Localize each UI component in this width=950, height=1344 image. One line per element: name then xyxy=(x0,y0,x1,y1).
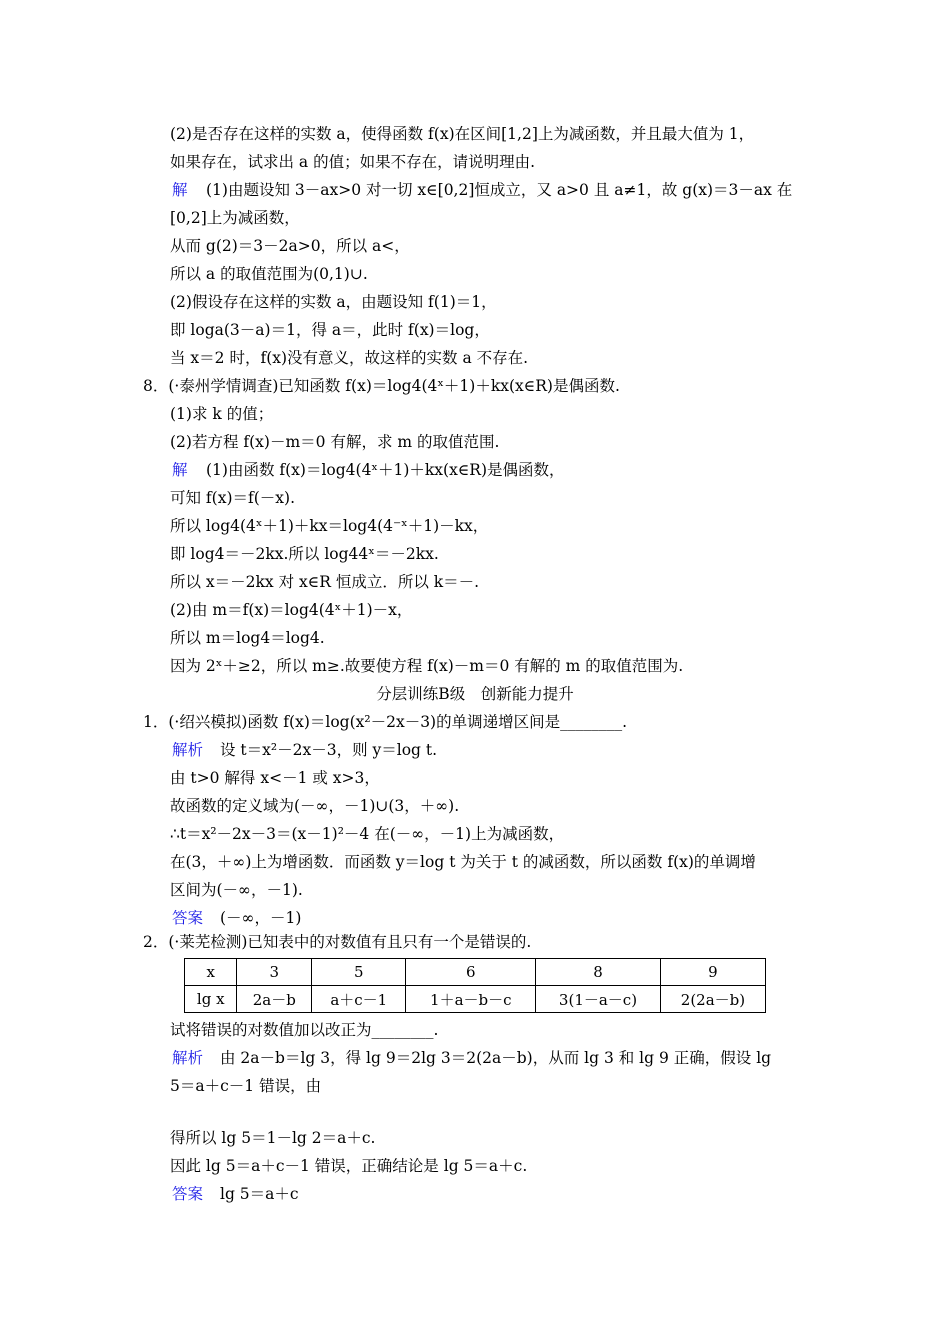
text-line: (2)由 m＝f(x)＝log4(4ˣ＋1)－x， xyxy=(170,601,413,619)
table-cell: 2a－b xyxy=(237,986,312,1013)
table-cell: lg x xyxy=(185,986,237,1013)
text-line: 即 loga(3－a)＝1，得 a＝，此时 f(x)＝log， xyxy=(170,321,490,339)
text-line: 因此 lg 5＝a＋c－1 错误，正确结论是 lg 5＝a＋c. xyxy=(170,1157,528,1175)
table-cell: 2(2a－b) xyxy=(660,986,765,1013)
text-line: 得所以 lg 5＝1－lg 2＝a＋c. xyxy=(170,1129,376,1147)
text-line: 当 x＝2 时，f(x)没有意义，故这样的实数 a 不存在. xyxy=(170,349,529,367)
text-line: 可知 f(x)＝f(－x). xyxy=(170,489,295,507)
text-line: (1)求 k 的值； xyxy=(170,405,274,423)
problem-heading: 2．(·莱芜检测)已知表中的对数值有且只有一个是错误的. xyxy=(143,933,532,951)
text-line: (2)若方程 f(x)－m＝0 有解，求 m 的取值范围. xyxy=(170,433,500,451)
answer-label: 答案 xyxy=(172,909,204,927)
table-cell: 3(1－a－c) xyxy=(536,986,661,1013)
text-line: 所以 x＝－2kx 对 x∈R 恒成立．所以 k＝－. xyxy=(170,573,480,591)
table-cell: 5 xyxy=(312,959,406,986)
text-line: 试将错误的对数值加以改正为________. xyxy=(170,1021,439,1039)
text-line: 5＝a＋c－1 错误，由 xyxy=(170,1077,322,1095)
text-line: 故函数的定义域为(－∞，－1)∪(3，＋∞). xyxy=(170,797,460,815)
table-cell: x xyxy=(185,959,237,986)
analysis-label: 解析 xyxy=(172,741,204,759)
section-title: 分层训练B级 创新能力提升 xyxy=(376,685,574,703)
text-line: (2)假设存在这样的实数 a，由题设知 f(1)＝1， xyxy=(170,293,497,311)
text-line: 从而 g(2)＝3－2a>0，所以 a<， xyxy=(170,237,410,255)
answer-label: 答案 xyxy=(172,1185,204,1203)
table-cell: a＋c－1 xyxy=(312,986,406,1013)
text-line: 如果存在，试求出 a 的值；如果不存在，请说明理由. xyxy=(170,153,536,171)
text-line: 在(3，＋∞)上为增函数．而函数 y＝log t 为关于 t 的减函数，所以函数 f(x)的单调增 xyxy=(170,853,756,871)
text-line: (2)是否存在这样的实数 a，使得函数 f(x)在区间[1,2]上为减函数，并且最大值为 1， xyxy=(170,125,755,143)
solution-label: 解 xyxy=(172,181,188,199)
table-cell: 9 xyxy=(660,959,765,986)
text-line: [0,2]上为减函数， xyxy=(170,209,300,227)
text-line: 所以 log4(4ˣ＋1)＋kx＝log4(4⁻ˣ＋1)－kx， xyxy=(170,517,489,535)
problem-heading: 1．(·绍兴模拟)函数 f(x)＝log(x²－2x－3)的单调递增区间是________. xyxy=(143,713,628,731)
text-line: 因为 2ˣ＋≥2，所以 m≥.故要使方程 f(x)－m＝0 有解的 m 的取值范围为. xyxy=(170,657,684,675)
problem-heading: 8．(·泰州学情调查)已知函数 f(x)＝log4(4ˣ＋1)＋kx(x∈R)是偶函数. xyxy=(143,377,620,395)
table-row xyxy=(185,959,766,986)
text-line: 由 2a－b＝lg 3，得 lg 9＝2lg 3＝2(2a－b)，从而 lg 3 和 lg 9 正确，假设 lg xyxy=(220,1049,772,1067)
text-line: 所以 a 的取值范围为(0,1)∪. xyxy=(170,265,368,283)
text-line: 即 log4＝－2kx.所以 log44ˣ＝－2kx. xyxy=(170,545,439,563)
text-line: (1)由题设知 3－ax>0 对一切 x∈[0,2]恒成立，又 a>0 且 a≠1，故 g(x)＝3－ax 在 xyxy=(206,181,793,199)
text-line: ∴t＝x²－2x－3＝(x－1)²－4 在(－∞，－1)上为减函数， xyxy=(170,825,565,843)
analysis-label: 解析 xyxy=(172,1049,204,1067)
table-cell: 8 xyxy=(536,959,661,986)
text-line: 区间为(－∞，－1). xyxy=(170,881,303,899)
table-row xyxy=(185,986,766,1013)
text-line: 所以 m＝log4＝log4. xyxy=(170,629,325,647)
text-line: 由 t>0 解得 x<－1 或 x>3， xyxy=(170,769,380,787)
text-line: 设 t＝x²－2x－3，则 y＝log t. xyxy=(220,741,438,759)
log-table xyxy=(184,958,766,1013)
solution-label: 解 xyxy=(172,461,188,479)
answer-text: (－∞，－1) xyxy=(220,909,302,927)
table-cell: 1＋a－b－c xyxy=(406,986,536,1013)
text-line: (1)由函数 f(x)＝log4(4ˣ＋1)＋kx(x∈R)是偶函数， xyxy=(206,461,565,479)
answer-text: lg 5＝a＋c xyxy=(220,1185,299,1203)
table-cell: 6 xyxy=(406,959,536,986)
table-cell: 3 xyxy=(237,959,312,986)
